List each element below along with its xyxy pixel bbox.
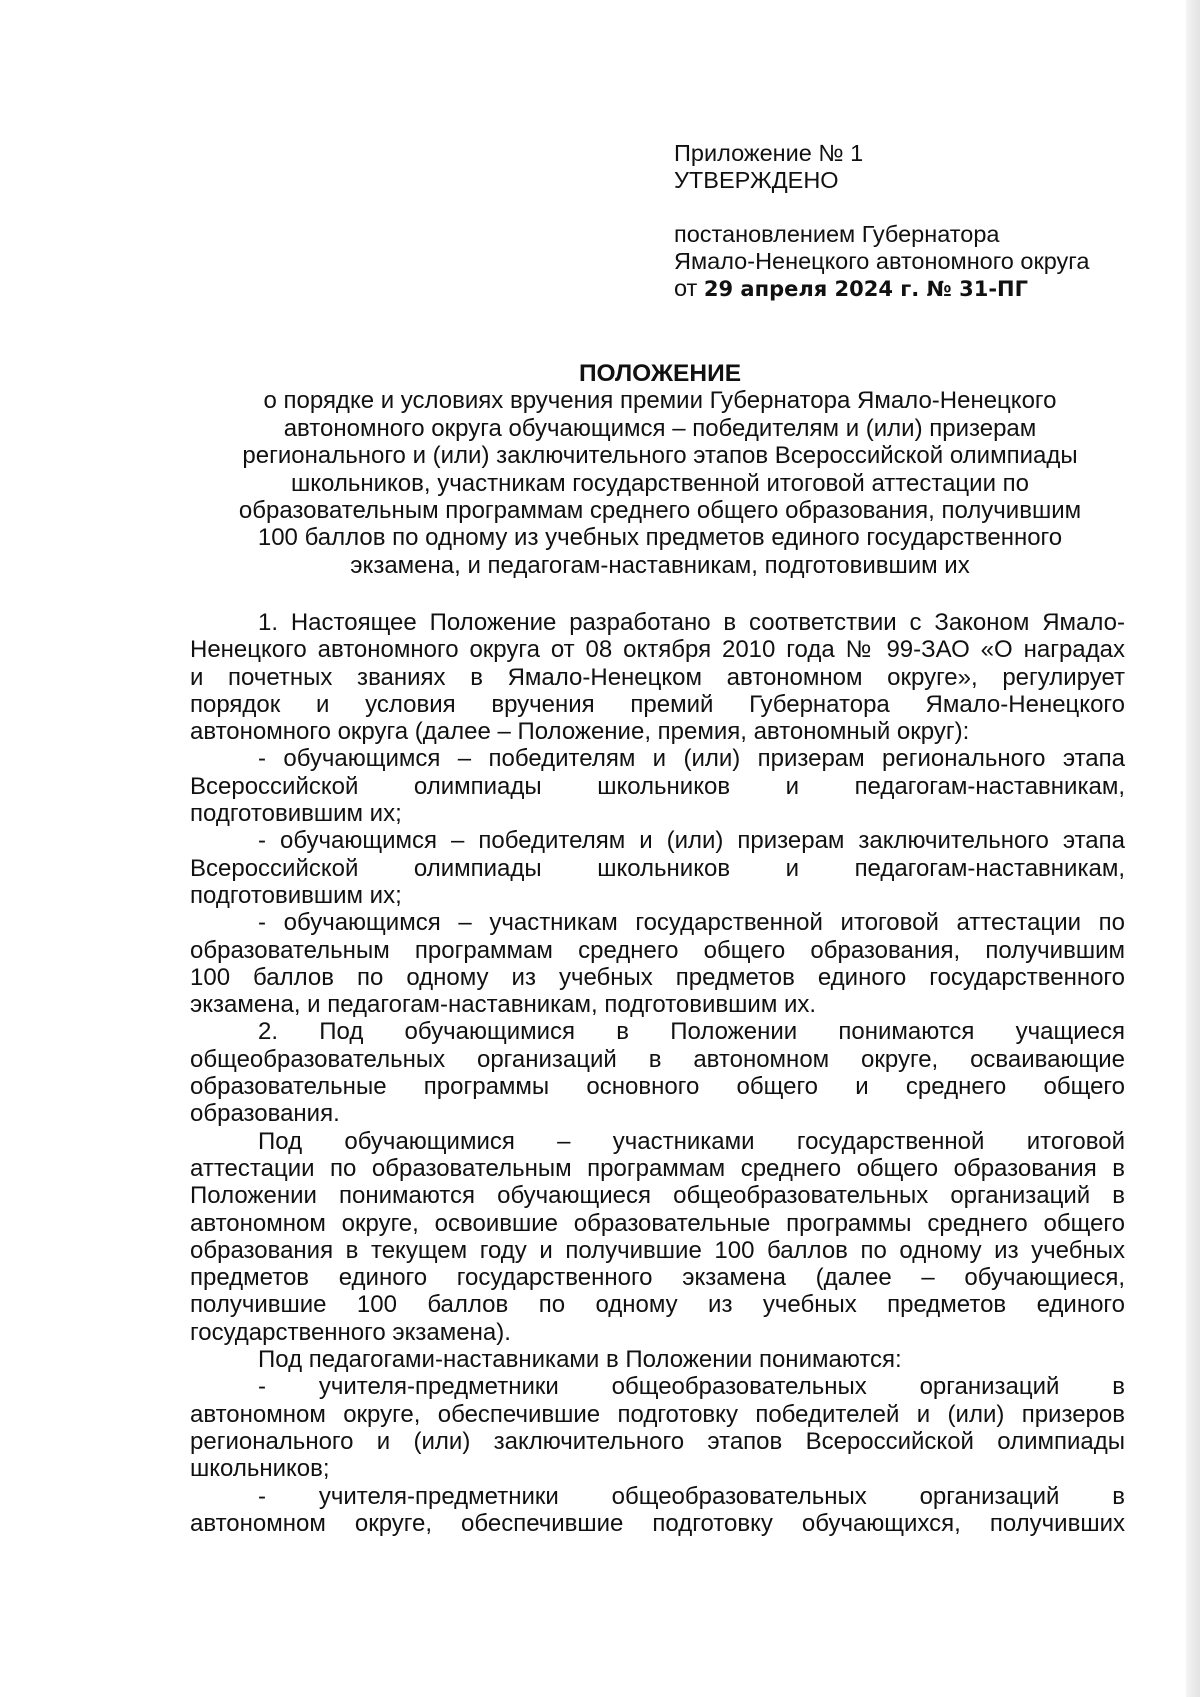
body-line: образования в текущем году и получившие 100 баллов по одному из учебных bbox=[190, 1236, 1125, 1264]
body-line: образовательным программам среднего общего образования, получившим bbox=[190, 936, 1125, 964]
page-edge-shadow bbox=[1186, 0, 1200, 1697]
body-line: регионального и (или) заключительного этапов Всероссийской олимпиады bbox=[190, 1427, 1125, 1455]
approved-label: УТВЕРЖДЕНО bbox=[674, 167, 839, 193]
body-line: подготовившим их; bbox=[190, 800, 402, 828]
appendix-number: Приложение № 1 bbox=[674, 140, 864, 166]
body-line: предметов единого государственного экзамена (далее – обучающиеся, bbox=[190, 1264, 1125, 1292]
body-line: образования. bbox=[190, 1100, 340, 1128]
body-line: - учителя-предметники общеобразовательных организаций в bbox=[258, 1482, 1125, 1510]
body-line: школьников; bbox=[190, 1455, 330, 1483]
body-line: автономном округе, обеспечившие подготовку победителей и (или) призеров bbox=[190, 1400, 1125, 1428]
body-line: автономного округа (далее – Положение, премия, автономный округ): bbox=[190, 718, 970, 746]
title-heading: ПОЛОЖЕНИЕ bbox=[578, 360, 742, 387]
resolution-label: постановлением Губернатора bbox=[674, 221, 1000, 247]
body-line: автономном округе, освоившие образовательные программы среднего общего bbox=[190, 1209, 1125, 1237]
body-line: образовательные программы основного общего и среднего общего bbox=[190, 1073, 1125, 1101]
resolution-date bbox=[674, 275, 1089, 303]
body-line: 2. Под обучающимися в Положении понимаются учащиеся bbox=[258, 1018, 1125, 1046]
spacer bbox=[674, 194, 1089, 221]
title-line: школьников, участникам государственной итоговой аттестации по bbox=[291, 469, 1029, 497]
date-prefix: от bbox=[674, 275, 698, 301]
approval-block bbox=[674, 140, 1089, 303]
region-name: Ямало-Ненецкого автономного округа bbox=[674, 248, 1090, 274]
body-line: - обучающимся – участникам государственной итоговой аттестации по bbox=[258, 909, 1125, 937]
body-line: автономном округе, обеспечившие подготовку обучающихся, получивших bbox=[190, 1509, 1125, 1537]
body-line: подготовившим их; bbox=[190, 881, 402, 909]
date-number: 29 апреля 2024 г. № 31-ПГ bbox=[703, 277, 1029, 301]
title-line: автономного округа обучающимся – победителям и (или) призерам bbox=[283, 414, 1037, 442]
body-line: экзамена, и педагогам-наставникам, подготовившим их. bbox=[190, 991, 817, 1019]
body-line: Всероссийской олимпиады школьников и педагогам-наставникам, bbox=[190, 772, 1125, 800]
body-line: получившие 100 баллов по одному из учебных предметов единого bbox=[190, 1291, 1125, 1319]
body-line: общеобразовательных организаций в автономном округе, осваивающие bbox=[190, 1045, 1125, 1073]
body-line: 1. Настоящее Положение разработано в соответствии с Законом Ямало- bbox=[258, 609, 1125, 636]
body-line: и почетных званиях в Ямало-Ненецком автономном округе», регулирует bbox=[190, 663, 1125, 691]
body-line: - обучающимся – победителям и (или) призерам регионального этапа bbox=[258, 745, 1125, 773]
body-line: 100 баллов по одному из учебных предметов единого государственного bbox=[190, 963, 1125, 991]
document-title bbox=[150, 360, 1170, 579]
body-line: - учителя-предметники общеобразовательных организаций в bbox=[258, 1373, 1125, 1401]
body-line: Положении понимаются обучающиеся общеобразовательных организаций в bbox=[190, 1182, 1125, 1210]
body-line: Ненецкого автономного округа от 08 октября 2010 года № 99-ЗАО «О наградах bbox=[190, 636, 1125, 664]
body-line: - обучающимся – победителям и (или) призерам заключительного этапа bbox=[258, 827, 1125, 855]
title-line: о порядке и условиях вручения премии Губернатора Ямало-Ненецкого bbox=[263, 387, 1057, 415]
body-line: государственного экзамена). bbox=[190, 1318, 511, 1346]
body-line: Под обучающимися – участниками государственной итоговой bbox=[258, 1127, 1125, 1155]
title-line: образовательным программам среднего общего образования, получившим bbox=[238, 497, 1082, 525]
body-line: Всероссийской олимпиады школьников и педагогам-наставникам, bbox=[190, 854, 1125, 882]
body-line: аттестации по образовательным программам среднего общего образования в bbox=[190, 1154, 1125, 1182]
document-body bbox=[190, 609, 1125, 1537]
body-line: порядок и условия вручения премий Губернатора Ямало-Ненецкого bbox=[190, 690, 1125, 718]
title-line: 100 баллов по одному из учебных предметов единого государственного bbox=[257, 524, 1063, 552]
title-line: экзамена, и педагогам-наставникам, подготовившим их bbox=[350, 551, 970, 579]
body-line: Под педагогами-наставниками в Положении понимаются: bbox=[258, 1346, 902, 1374]
title-line: регионального и (или) заключительного этапов Всероссийской олимпиады bbox=[242, 442, 1078, 470]
